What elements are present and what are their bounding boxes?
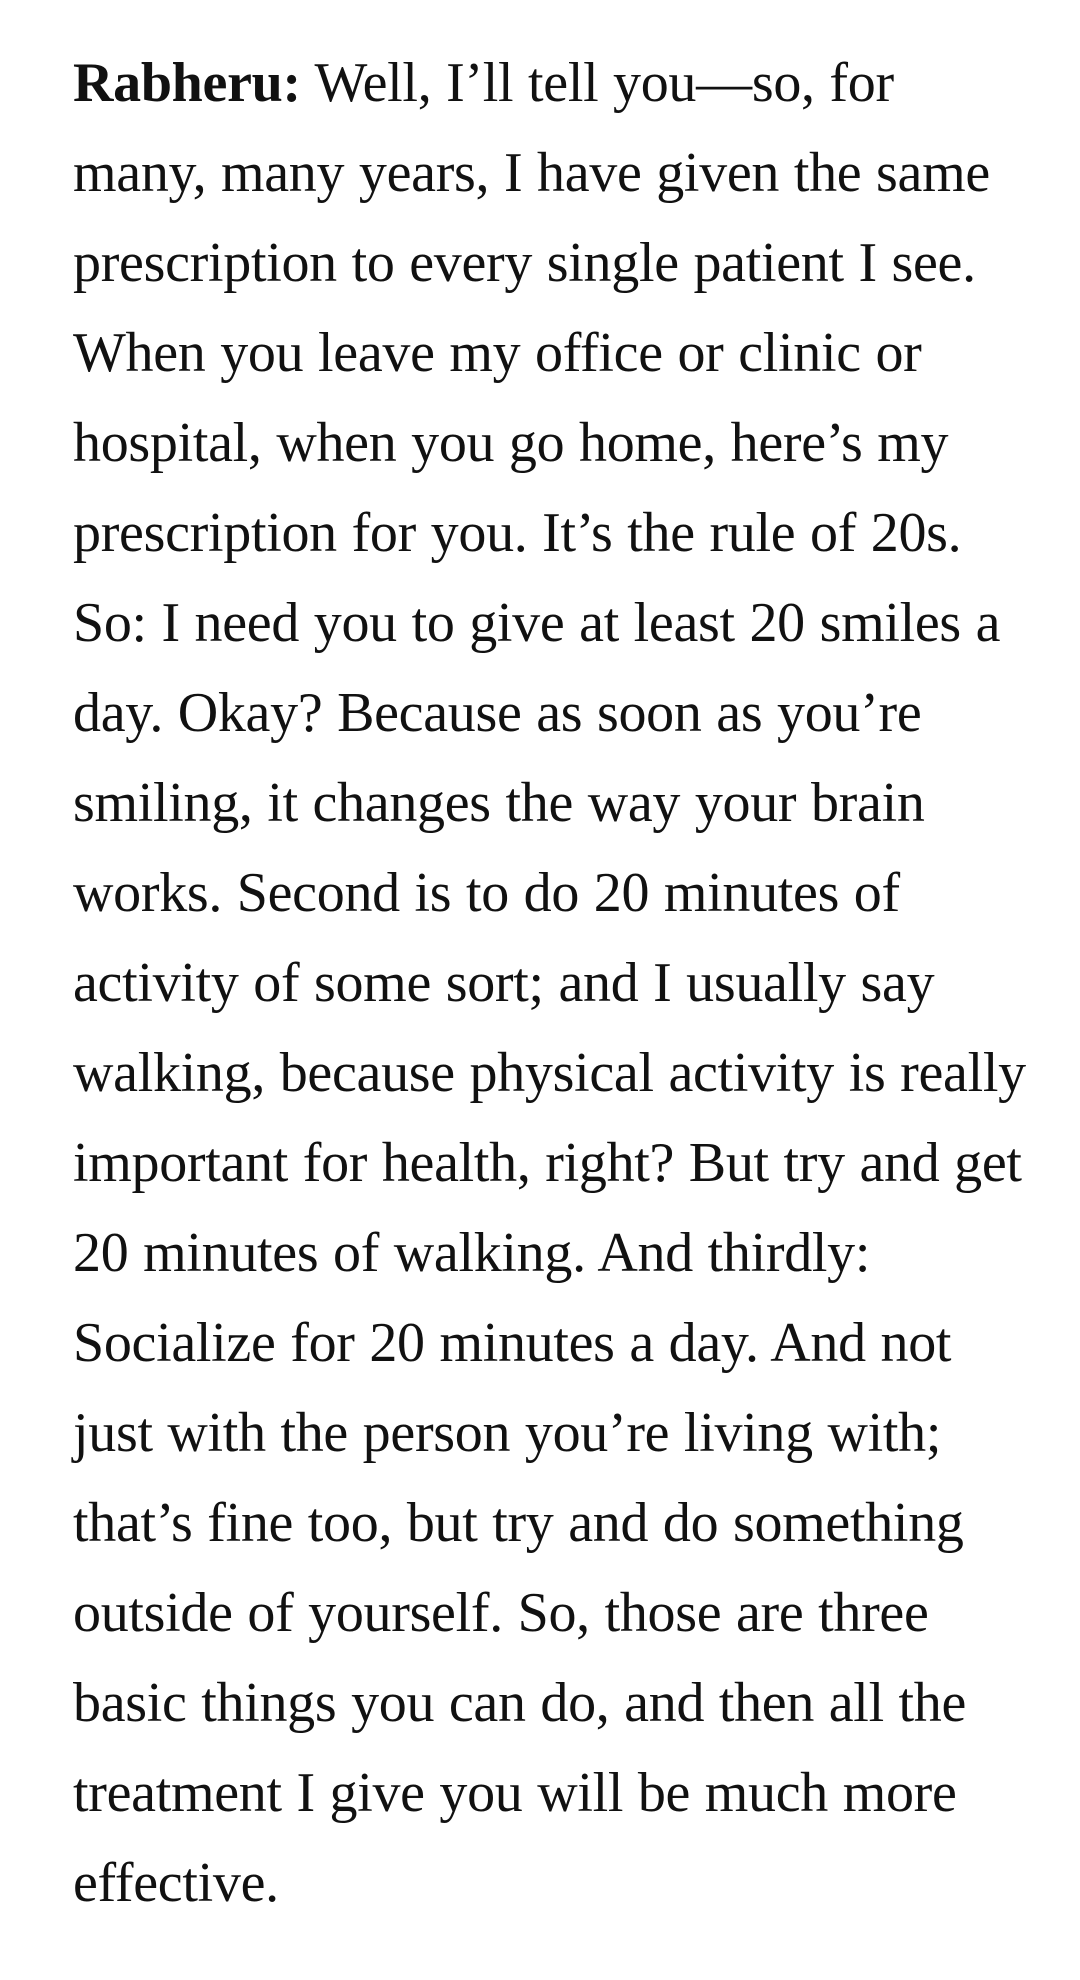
speaker-name: Rabheru:	[73, 52, 301, 114]
interview-paragraph	[73, 38, 1033, 1928]
quote-text: Well, I’ll tell you—so, for many, many years, I have given the same prescription to every single patient I see. When you leave my office or clinic or hospital, when you go home, here’s my prescription for you. It’s the rule of 20s. So: I need you to give at least 20 smiles a day. Okay? Because as soon as you’re smiling, it changes the way your brain works. Second is to do 20 minutes of activity of some sort; and I usually say walking, because physical activity is really important for health, right? But try and get 20 minutes of walking. And thirdly: Socialize for 20 minutes a day. And not just with the person you’re living with; that’s fine too, but try and do something outside of yourself. So, those are three basic things you can do, and then all the treatment I give you will be much more effective.	[73, 52, 1026, 1914]
article-body	[73, 38, 1033, 1928]
